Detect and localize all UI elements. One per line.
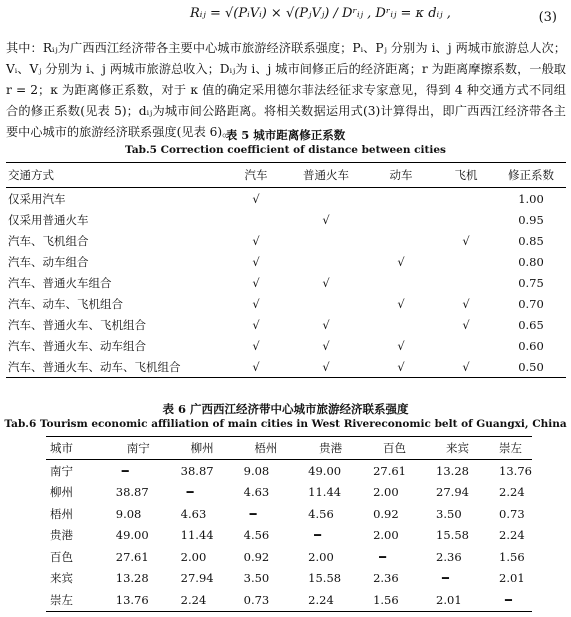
table5-cell-mode: 汽车、动车组合 bbox=[8, 254, 89, 269]
table6-cell-value: 38.87 bbox=[115, 485, 149, 500]
table5-cell-train: √ bbox=[322, 338, 330, 353]
table-row bbox=[46, 546, 532, 568]
table6-cell-value: 2.00 bbox=[373, 485, 399, 500]
table6-cell-city: 梧州 bbox=[50, 506, 73, 521]
table6-cell-value: 2.36 bbox=[373, 571, 399, 586]
table5-cell-bullet bbox=[366, 209, 436, 230]
table5-cell-coef: 0.85 bbox=[518, 233, 544, 248]
table-row bbox=[6, 209, 566, 230]
table-row bbox=[6, 314, 566, 335]
table5-cell-coef: 0.75 bbox=[518, 275, 544, 290]
table6-cell-value: ━ bbox=[121, 463, 129, 478]
table6-cell-value: 11.44 bbox=[308, 485, 342, 500]
table5-header-car: 汽车 bbox=[226, 163, 286, 188]
table5-cell-bullet: √ bbox=[366, 356, 436, 378]
table6-cell-value: 27.61 bbox=[115, 549, 149, 564]
table6-header-col: 百色 bbox=[363, 437, 426, 460]
table6-header-col: 柳州 bbox=[171, 437, 234, 460]
table-row bbox=[46, 503, 532, 525]
table-row bbox=[6, 356, 566, 378]
table6-cell-value: 13.28 bbox=[436, 463, 469, 478]
table5-cell-mode: 汽车、普通火车、动车组合 bbox=[8, 338, 146, 353]
table6-cell-value: 2.01 bbox=[426, 589, 489, 611]
table5-cell-coef: 1.00 bbox=[518, 191, 544, 206]
table5-cell-plane: √ bbox=[462, 317, 470, 332]
table6-cell-value: ━ bbox=[186, 485, 194, 500]
table-row bbox=[6, 335, 566, 356]
table5-cell-mode: 汽车、动车、飞机组合 bbox=[8, 296, 123, 311]
table5-cell-coef: 0.65 bbox=[518, 317, 544, 332]
table5-cell-mode: 仅采用普通火车 bbox=[8, 212, 89, 227]
table6-cell-value: ━ bbox=[442, 571, 449, 586]
table6-cell-value: 2.00 bbox=[308, 549, 334, 564]
table5-header-plane: 飞机 bbox=[436, 163, 496, 188]
table6-tourism-affiliation bbox=[46, 436, 532, 612]
table6-cell-value: 38.87 bbox=[180, 463, 214, 478]
table6-header-col: 崇左 bbox=[489, 437, 532, 460]
table5-cell-coef: 0.50 bbox=[496, 356, 566, 378]
table5-cell-plane bbox=[436, 209, 496, 230]
table6-cell-value: 13.76 bbox=[106, 589, 171, 611]
table5-cell-bullet: √ bbox=[397, 338, 405, 353]
table6-cell-value: 2.24 bbox=[499, 528, 525, 543]
table6-cell-value: 49.00 bbox=[115, 528, 149, 543]
table6-cell-value: 15.58 bbox=[436, 528, 469, 543]
table5-cell-train bbox=[286, 230, 366, 251]
table5-cell-train bbox=[286, 293, 366, 314]
table6-cell-value: 2.00 bbox=[373, 528, 399, 543]
table6-cell-value: 15.58 bbox=[308, 571, 342, 586]
table5-cell-car: √ bbox=[252, 233, 260, 248]
table5-cell-train bbox=[286, 251, 366, 272]
table5-cell-car: √ bbox=[252, 254, 260, 269]
table5-cell-car: √ bbox=[252, 296, 260, 311]
table6-header-col: 南宁 bbox=[106, 437, 171, 460]
table-row bbox=[6, 188, 566, 210]
table5-cell-train: √ bbox=[322, 275, 330, 290]
table6-cell-value: 2.36 bbox=[436, 549, 462, 564]
table5-header-coef: 修正系数 bbox=[496, 163, 566, 188]
table6-cell-city: 来宾 bbox=[50, 571, 73, 586]
table5-cell-plane bbox=[436, 272, 496, 293]
table-row bbox=[46, 482, 532, 504]
table6-cell-value: 3.50 bbox=[436, 506, 462, 521]
table6-header-col: 梧州 bbox=[234, 437, 299, 460]
table6-cell-value: ━ bbox=[249, 506, 257, 521]
table5-cell-mode: 汽车、普通火车、飞机组合 bbox=[8, 317, 146, 332]
table5-cell-plane: √ bbox=[436, 356, 496, 378]
table6-cell-value: 11.44 bbox=[180, 528, 214, 543]
table5-cell-bullet bbox=[366, 272, 436, 293]
table5-cell-car bbox=[226, 209, 286, 230]
table6-cell-city: 崇左 bbox=[46, 589, 106, 611]
table5-cell-bullet bbox=[366, 188, 436, 210]
table5-cell-car: √ bbox=[226, 356, 286, 378]
formula-number: (3) bbox=[538, 10, 557, 25]
table5-cell-train: √ bbox=[322, 212, 330, 227]
table5-cell-car: √ bbox=[252, 275, 260, 290]
table5-cell-mode: 汽车、普通火车组合 bbox=[8, 275, 112, 290]
table-row bbox=[46, 589, 532, 611]
table-row bbox=[6, 230, 566, 251]
table6-cell-value: 27.94 bbox=[180, 571, 214, 586]
table5-correction-coefficients bbox=[6, 162, 566, 378]
table5-header-mode: 交通方式 bbox=[6, 163, 226, 188]
table6-cell-value: 4.56 bbox=[308, 506, 334, 521]
table-row bbox=[46, 460, 532, 482]
table6-cell-value: 0.92 bbox=[373, 506, 399, 521]
table6-cell-value: 2.24 bbox=[298, 589, 363, 611]
table6-cell-value: ━ bbox=[379, 549, 386, 564]
table6-cell-city: 百色 bbox=[50, 549, 73, 564]
table6-cell-value: 49.00 bbox=[308, 463, 342, 478]
table-row bbox=[6, 272, 566, 293]
table6-cell-value: 2.24 bbox=[499, 485, 525, 500]
table5-cell-plane bbox=[436, 251, 496, 272]
table6-cell-value: 2.01 bbox=[499, 571, 525, 586]
table-row bbox=[6, 251, 566, 272]
table5-cell-car: √ bbox=[252, 338, 260, 353]
table5-cell-train bbox=[286, 188, 366, 210]
table5-cell-bullet: √ bbox=[397, 296, 405, 311]
table6-cell-value: 4.63 bbox=[180, 506, 207, 521]
table6-cell-city: 贵港 bbox=[50, 528, 73, 543]
table6-caption-en: Tab.6 Tourism economic affiliation of main cities in West Rivereconomic belt of Guangxi, China bbox=[4, 418, 567, 430]
table6-cell-value: 1.56 bbox=[499, 549, 525, 564]
table6-cell-value: 4.56 bbox=[243, 528, 270, 543]
body-paragraph: 其中：Rᵢⱼ为广西西江经济带各主要中心城市旅游经济联系强度；Pᵢ、Pⱼ 分别为 i、j 两城市旅游总人次；Vᵢ、Vⱼ 分别为 i、j 两城市旅游总收入；Dᵢⱼ为 i、j 城市间修正后的经济距离；r 为距离摩擦系数，一般取 r = 2；κ 为距离修正系数，对于 κ 值的确定采用德尔菲法经征求专家意见，得到 4 种交通方式不同组合的修正系数(见表 5)；dᵢⱼ为城市间公路距离。将相关数据运用式(3)计算得出，即广西西江经济带各主要中心城市的旅游经济联系强度(见表 6)。 bbox=[6, 41, 566, 139]
formula-3 bbox=[0, 2, 571, 36]
table5-cell-train: √ bbox=[322, 317, 330, 332]
table5-caption-cn: 表 5 城市距离修正系数 bbox=[225, 128, 346, 142]
table5-cell-bullet: √ bbox=[397, 254, 405, 269]
table6-cell-value: ━ bbox=[314, 528, 322, 543]
table6-header-col: 来宾 bbox=[426, 437, 489, 460]
table6-header-city: 城市 bbox=[46, 437, 106, 460]
table5-cell-car: √ bbox=[252, 317, 260, 332]
table5-cell-mode: 仅采用汽车 bbox=[8, 191, 66, 206]
table6-cell-value: 0.73 bbox=[499, 506, 525, 521]
table-row bbox=[46, 525, 532, 547]
table6-cell-value: 2.24 bbox=[171, 589, 234, 611]
table5-cell-mode: 汽车、飞机组合 bbox=[8, 233, 89, 248]
table5-cell-coef: 0.70 bbox=[518, 296, 544, 311]
table6-cell-value: 3.50 bbox=[243, 571, 270, 586]
table5-cell-plane: √ bbox=[462, 296, 470, 311]
table6-cell-value: 1.56 bbox=[363, 589, 426, 611]
table6-header-row bbox=[46, 437, 532, 460]
table5-cell-plane: √ bbox=[462, 233, 470, 248]
table5-header-bullet: 动车 bbox=[366, 163, 436, 188]
table6-cell-value: 27.61 bbox=[373, 463, 406, 478]
table-row bbox=[46, 568, 532, 590]
table5-cell-mode: 汽车、普通火车、动车、飞机组合 bbox=[6, 356, 226, 378]
table5-header-train: 普通火车 bbox=[286, 163, 366, 188]
table6-cell-city: 南宁 bbox=[50, 463, 73, 478]
formula-expression: Rᵢⱼ = √(PᵢVᵢ) × √(PⱼVⱼ) / Dʳᵢⱼ , Dʳᵢⱼ = κ dᵢⱼ , bbox=[190, 6, 451, 21]
table6-cell-value: 27.94 bbox=[436, 485, 469, 500]
table6-cell-value: ━ bbox=[489, 589, 532, 611]
table6-cell-city: 柳州 bbox=[50, 485, 73, 500]
table5-cell-coef: 0.60 bbox=[518, 338, 544, 353]
table6-cell-value: 0.92 bbox=[243, 549, 270, 564]
table-row bbox=[6, 293, 566, 314]
table6-cell-value: 2.00 bbox=[180, 549, 207, 564]
table6-caption-cn: 表 6 广西西江经济带中心城市旅游经济联系强度 bbox=[162, 402, 409, 416]
table5-cell-plane bbox=[436, 335, 496, 356]
table5-cell-train: √ bbox=[286, 356, 366, 378]
table5-caption-en: Tab.5 Correction coefficient of distance between cities bbox=[125, 144, 446, 156]
table5-cell-plane bbox=[436, 188, 496, 210]
table5-cell-coef: 0.80 bbox=[518, 254, 544, 269]
table6-cell-value: 9.08 bbox=[243, 463, 270, 478]
table6-header-col: 贵港 bbox=[298, 437, 363, 460]
table5-cell-bullet bbox=[366, 314, 436, 335]
table6-cell-value: 4.63 bbox=[243, 485, 270, 500]
table6-cell-value: 13.76 bbox=[499, 463, 532, 478]
table5-header-row bbox=[6, 163, 566, 188]
table6-cell-value: 13.28 bbox=[115, 571, 149, 586]
table6-cell-value: 0.73 bbox=[234, 589, 299, 611]
table5-cell-coef: 0.95 bbox=[518, 212, 544, 227]
table5-cell-car: √ bbox=[252, 191, 260, 206]
table6-cell-value: 9.08 bbox=[115, 506, 142, 521]
table5-cell-bullet bbox=[366, 230, 436, 251]
